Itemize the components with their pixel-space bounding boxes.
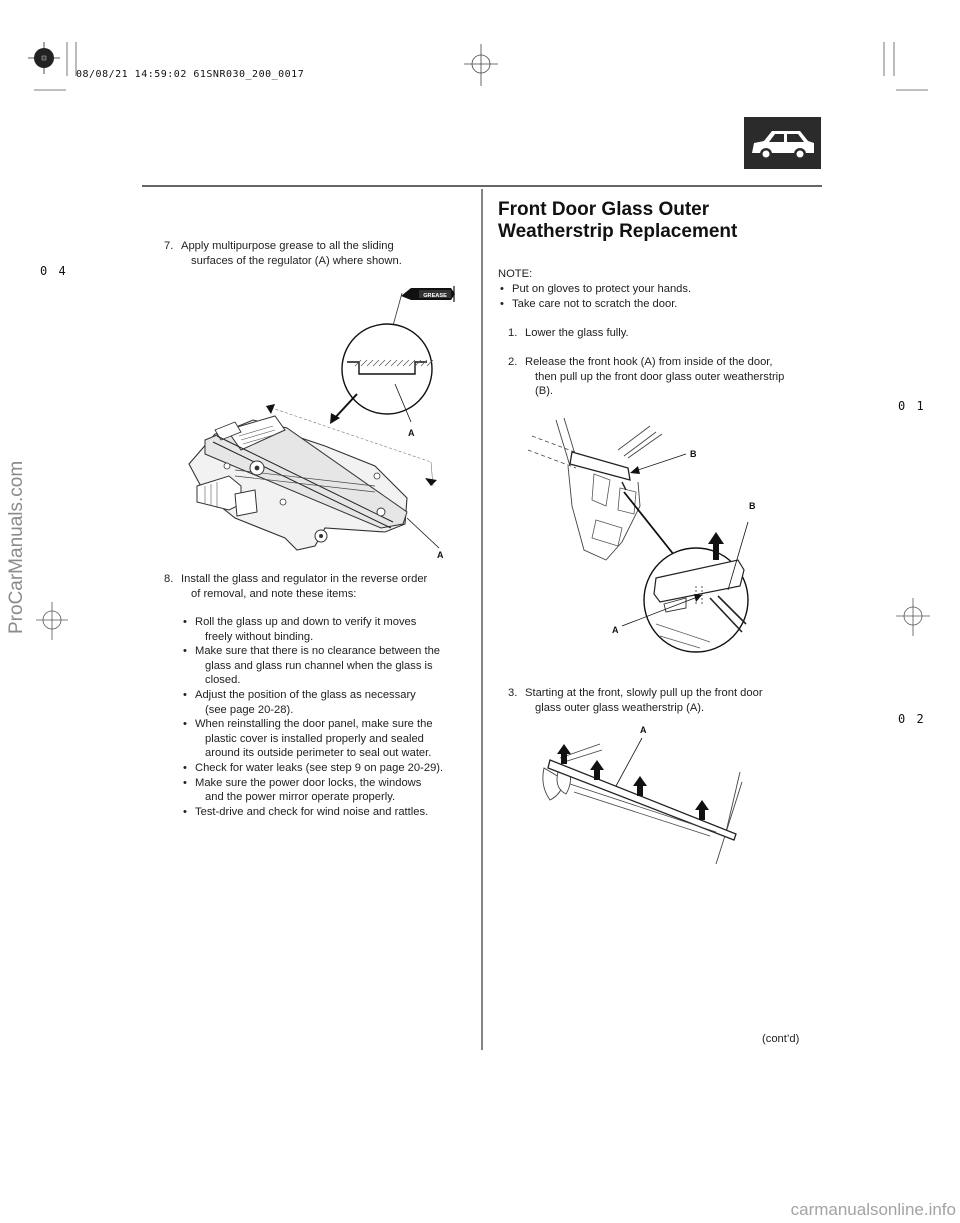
watermark-bottom: carmanualsonline.info: [790, 1200, 956, 1219]
margin-number-right-bottom: 0 2: [898, 712, 926, 726]
regulator-figure: [175, 280, 470, 570]
step-3: [508, 686, 828, 715]
step-1-line1: Lower the glass fully.: [525, 327, 629, 339]
step-7: [164, 239, 474, 268]
pull-up-arrow-icon: [695, 800, 709, 820]
note-item: • Check for water leaks (see step 9 on page 20-29).: [181, 761, 476, 776]
detail-magnifier-circle: [342, 324, 432, 414]
step-8: [164, 572, 474, 601]
step-2-number: 2.: [508, 356, 518, 368]
note-item: • Put on gloves to protect your hands.: [498, 282, 818, 297]
weatherstrip-figure: [530, 722, 770, 872]
margin-number-right-top: 0 1: [898, 399, 926, 413]
section-title-line2: Weatherstrip Replacement: [498, 221, 738, 242]
body-section-icon: [744, 117, 821, 169]
step-7-line1: Apply multipurpose grease to all the sliding: [181, 240, 394, 252]
step-2-line1: Release the front hook (A) from inside of the door,: [525, 356, 773, 368]
step-8-line1: Install the glass and regulator in the reverse order: [181, 573, 428, 585]
note-item: • Take care not to scratch the door.: [498, 297, 818, 312]
watermark-left: ProCarManuals.com: [6, 460, 27, 634]
note-item: • Test-drive and check for wind noise and rattles.: [181, 805, 476, 820]
door-hook-figure: [510, 410, 810, 670]
step-3-number: 3.: [508, 687, 518, 699]
section-title-line1: Front Door Glass Outer: [498, 199, 710, 220]
continued-label: (cont’d): [762, 1033, 800, 1045]
figure2-callout-b-lower: B: [749, 501, 756, 511]
note-item: • When reinstalling the door panel, make sure the plastic cover is installed properly and sealed around its outside perimeter to seal out water.: [181, 717, 476, 761]
step-1: [508, 326, 818, 341]
step-8-line2: of removal, and note these items:: [191, 587, 357, 600]
margin-number-left: 0 4: [40, 264, 68, 278]
car-icon: [744, 117, 821, 169]
step-3-line2: glass outer glass weatherstrip (A).: [535, 701, 705, 714]
pull-up-arrow-icon: [633, 776, 647, 796]
step-8-number: 8.: [164, 573, 174, 585]
note-item: • Adjust the position of the glass as necessary (see page 20-28).: [181, 688, 476, 717]
note-item: • Roll the glass up and down to verify it moves freely without binding.: [181, 615, 476, 644]
step-2-line2: then pull up the front door glass outer weatherstrip: [535, 370, 785, 383]
step-7-number: 7.: [164, 240, 174, 252]
step-7-line2: surfaces of the regulator (A) where shown.: [191, 254, 402, 267]
note-item: • Make sure the power door locks, the windows and the power mirror operate properly.: [181, 776, 476, 805]
note-item: • Make sure that there is no clearance between the glass and glass run channel when the glass is closed.: [181, 644, 476, 688]
figure1-callout-a-lower: A: [437, 550, 444, 560]
grease-label: GREASE: [423, 293, 447, 299]
pull-up-arrow-icon: [557, 744, 571, 764]
figure1-callout-a-upper: A: [408, 428, 415, 438]
figure2-callout-a: A: [612, 625, 619, 635]
step-3-line1: Starting at the front, slowly pull up the front door: [525, 687, 763, 699]
step-8-notes-list: [181, 615, 476, 819]
step-2-line3: (B).: [535, 385, 554, 398]
print-stamp: 08/08/21 14:59:02 61SNR030_200_0017: [76, 69, 305, 80]
figure3-callout-a: A: [640, 725, 647, 735]
note-list: [498, 282, 818, 311]
step-2: [508, 355, 828, 399]
note-label: NOTE:: [498, 268, 533, 280]
figure2-callout-b-upper: B: [690, 449, 697, 459]
section-title: [498, 199, 737, 243]
step-1-number: 1.: [508, 327, 518, 339]
